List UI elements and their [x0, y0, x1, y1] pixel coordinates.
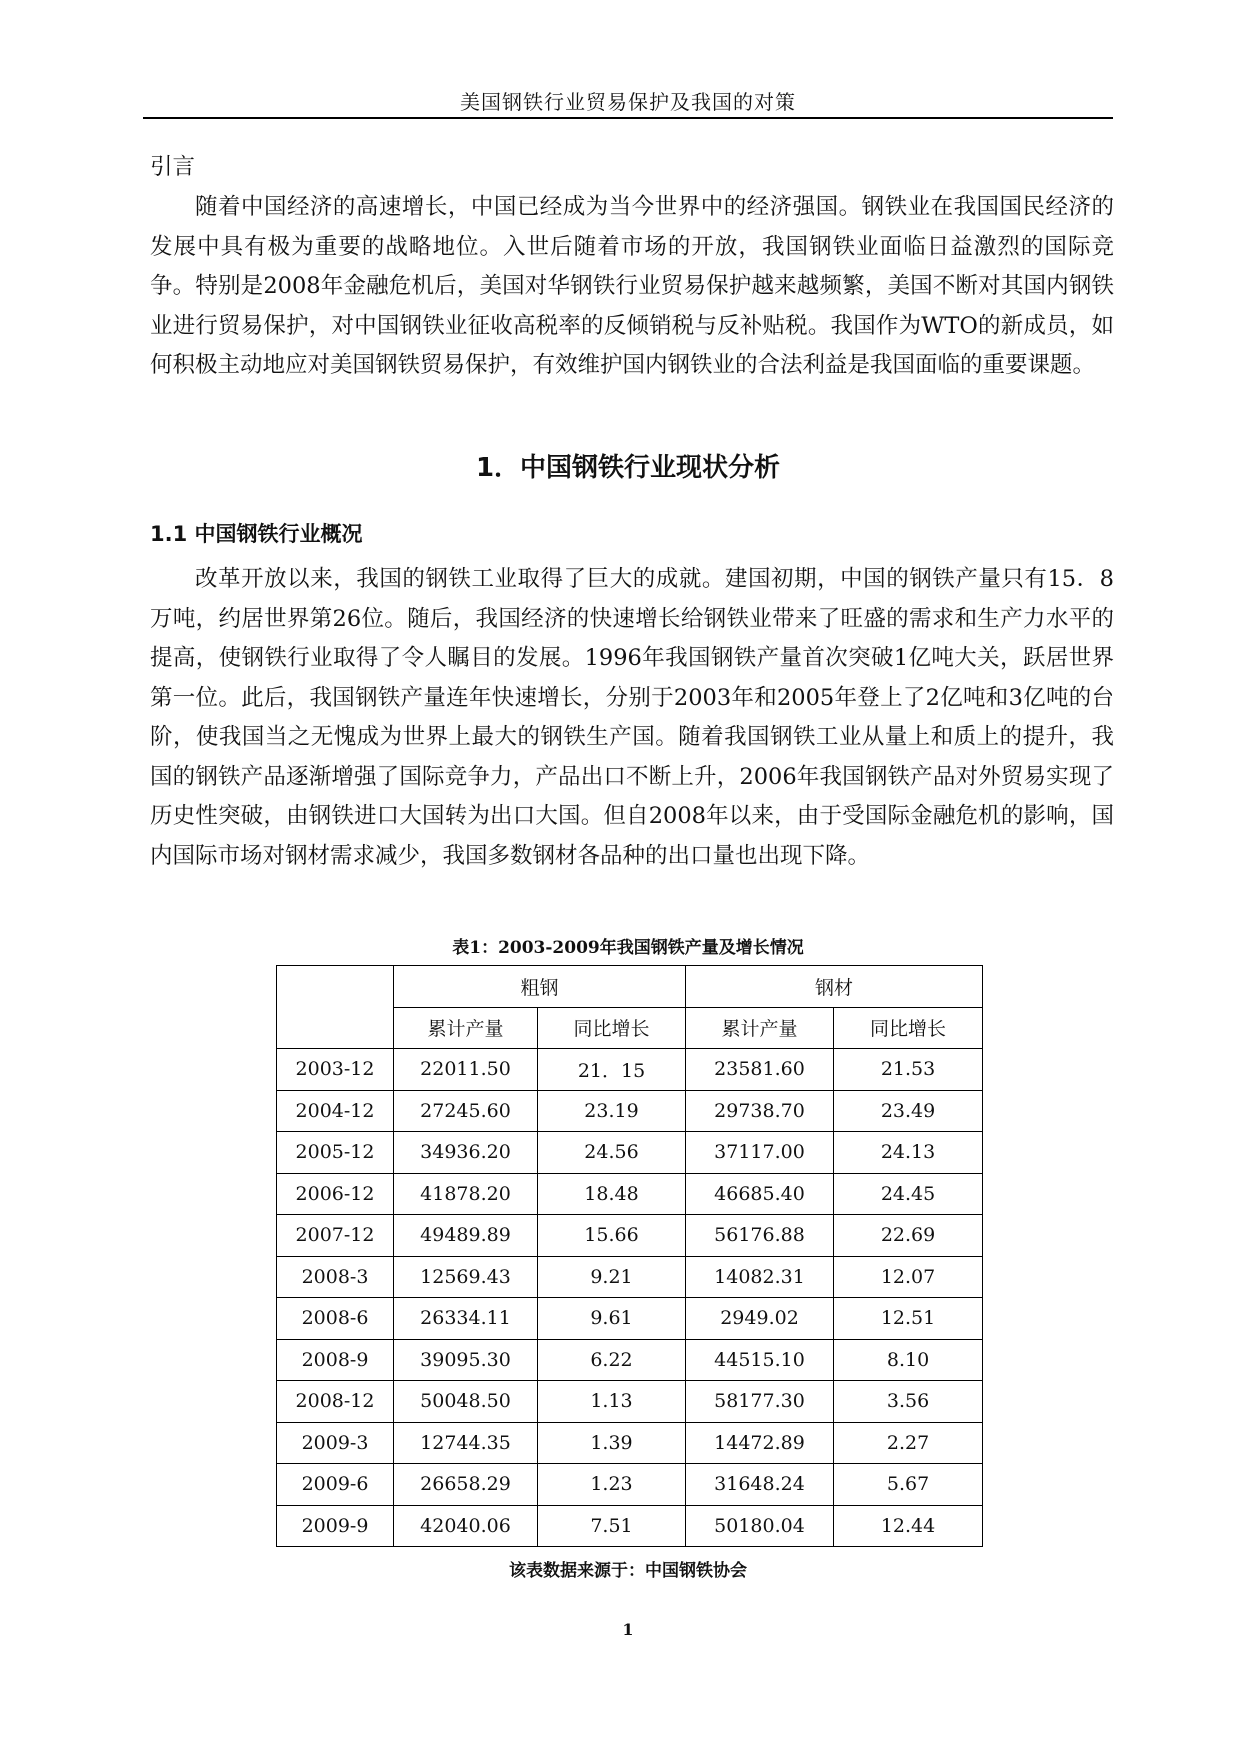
table-period-cell: 2008-9 — [277, 1339, 394, 1381]
table-value-cell: 27245.60 — [394, 1090, 538, 1132]
intro-label: 引言 — [150, 154, 196, 180]
table-value-cell: 8.10 — [834, 1339, 983, 1381]
table-value-cell: 6.22 — [538, 1339, 686, 1381]
table-row — [277, 1464, 983, 1506]
table-value-cell: 34936.20 — [394, 1132, 538, 1174]
table-row — [277, 1132, 983, 1174]
table-sub-header: 同比增长 — [834, 1007, 983, 1049]
table-value-cell: 9.61 — [538, 1298, 686, 1340]
table-row — [277, 1381, 983, 1423]
table-row — [277, 1339, 983, 1381]
steel-production-table — [276, 965, 983, 1547]
table-row — [277, 1049, 983, 1091]
table-value-cell: 26334.11 — [394, 1298, 538, 1340]
table-value-cell: 12.51 — [834, 1298, 983, 1340]
table-value-cell: 7.51 — [538, 1505, 686, 1547]
table-group-header: 粗钢 — [394, 966, 686, 1008]
table-period-cell: 2008-12 — [277, 1381, 394, 1423]
table-value-cell: 1.23 — [538, 1464, 686, 1506]
table-value-cell: 23.49 — [834, 1090, 983, 1132]
table-row — [277, 1215, 983, 1257]
table-period-cell: 2004-12 — [277, 1090, 394, 1132]
table-row — [277, 1173, 983, 1215]
table-value-cell: 24.56 — [538, 1132, 686, 1174]
table-row — [277, 1256, 983, 1298]
table-value-cell: 12744.35 — [394, 1422, 538, 1464]
table-row — [277, 1505, 983, 1547]
table-sub-header: 累计产量 — [394, 1007, 538, 1049]
table-sub-header: 同比增长 — [538, 1007, 686, 1049]
table-value-cell: 1.13 — [538, 1381, 686, 1423]
table-row — [277, 1090, 983, 1132]
table-value-cell: 46685.40 — [686, 1173, 834, 1215]
table-value-cell: 39095.30 — [394, 1339, 538, 1381]
table-period-cell: 2003-12 — [277, 1049, 394, 1091]
intro-paragraph: 随着中国经济的高速增长，中国已经成为当今世界中的经济强国。钢铁业在我国国民经济的发展中具有极为重要的战略地位。入世后随着市场的开放，我国钢铁业面临日益激烈的国际竞争。特别是2008年金融危机后，美国对华钢铁行业贸易保护越来越频繁，美国不断对其国内钢铁业进行贸易保护，对中国钢铁业征收高税率的反倾销税与反补贴税。我国作为WTO的新成员，如何积极主动地应对美国钢铁贸易保护，有效维护国内钢铁业的合法利益是我国面临的重要课题。 — [150, 194, 1114, 378]
table-value-cell: 14082.31 — [686, 1256, 834, 1298]
table-value-cell: 26658.29 — [394, 1464, 538, 1506]
table-value-cell: 1.39 — [538, 1422, 686, 1464]
running-header: 美国钢铁行业贸易保护及我国的对策 — [460, 90, 796, 114]
table-value-cell: 37117.00 — [686, 1132, 834, 1174]
table-value-cell: 50048.50 — [394, 1381, 538, 1423]
table-period-cell: 2009-3 — [277, 1422, 394, 1464]
table-value-cell: 23.19 — [538, 1090, 686, 1132]
table-value-cell: 22011.50 — [394, 1049, 538, 1091]
table-value-cell: 49489.89 — [394, 1215, 538, 1257]
table-value-cell: 21．15 — [538, 1049, 686, 1091]
table-value-cell: 29738.70 — [686, 1090, 834, 1132]
table-value-cell: 3.56 — [834, 1381, 983, 1423]
table-period-cell: 2008-3 — [277, 1256, 394, 1298]
table-value-cell: 2.27 — [834, 1422, 983, 1464]
table-value-cell: 5.67 — [834, 1464, 983, 1506]
intro-paragraph-block — [150, 188, 1114, 386]
subsection-title: 1.1 中国钢铁行业概况 — [150, 522, 363, 546]
table-corner-cell — [277, 966, 394, 1049]
section-title: 1．中国钢铁行业现状分析 — [475, 453, 781, 483]
table-value-cell: 42040.06 — [394, 1505, 538, 1547]
table-value-cell: 23581.60 — [686, 1049, 834, 1091]
table-value-cell: 24.45 — [834, 1173, 983, 1215]
table-value-cell: 18.48 — [538, 1173, 686, 1215]
table-period-cell: 2005-12 — [277, 1132, 394, 1174]
table-value-cell: 12.44 — [834, 1505, 983, 1547]
table-value-cell: 12569.43 — [394, 1256, 538, 1298]
table-row — [277, 1298, 983, 1340]
overview-paragraph-block — [150, 560, 1114, 876]
table-row — [277, 1422, 983, 1464]
table-group-header-row — [277, 966, 983, 1008]
overview-paragraph: 改革开放以来，我国的钢铁工业取得了巨大的成就。建国初期，中国的钢铁产量只有15．8万吨，约居世界第26位。随后，我国经济的快速增长给钢铁业带来了旺盛的需求和生产力水平的提高，使钢铁行业取得了令人瞩目的发展。1996年我国钢铁产量首次突破1亿吨大关，跃居世界第一位。此后，我国钢铁产量连年快速增长，分别于2003年和2005年登上了2亿吨和3亿吨的台阶，使我国当之无愧成为世界上最大的钢铁生产国。随着我国钢铁工业从量上和质上的提升，我国的钢铁产品逐渐增强了国际竞争力，产品出口不断上升，2006年我国钢铁产品对外贸易实现了历史性突破，由钢铁进口大国转为出口大国。但自2008年以来，由于受国际金融危机的影响，国内国际市场对钢材需求减少，我国多数钢材各品种的出口量也出现下降。 — [150, 566, 1114, 869]
table-value-cell: 14472.89 — [686, 1422, 834, 1464]
table-value-cell: 50180.04 — [686, 1505, 834, 1547]
table-period-cell: 2006-12 — [277, 1173, 394, 1215]
table-value-cell: 12.07 — [834, 1256, 983, 1298]
table-value-cell: 56176.88 — [686, 1215, 834, 1257]
table-period-cell: 2009-9 — [277, 1505, 394, 1547]
table-period-cell: 2008-6 — [277, 1298, 394, 1340]
table-caption: 表1：2003-2009年我国钢铁产量及增长情况 — [452, 938, 804, 958]
table-value-cell: 15.66 — [538, 1215, 686, 1257]
header-rule — [143, 117, 1113, 119]
table-value-cell: 22.69 — [834, 1215, 983, 1257]
table-value-cell: 58177.30 — [686, 1381, 834, 1423]
table-value-cell: 2949.02 — [686, 1298, 834, 1340]
table-period-cell: 2009-6 — [277, 1464, 394, 1506]
table-value-cell: 9.21 — [538, 1256, 686, 1298]
table-value-cell: 24.13 — [834, 1132, 983, 1174]
table-period-cell: 2007-12 — [277, 1215, 394, 1257]
table-group-header: 钢材 — [686, 966, 983, 1008]
table-sub-header: 累计产量 — [686, 1007, 834, 1049]
page-number: 1 — [622, 1620, 634, 1639]
table-value-cell: 21.53 — [834, 1049, 983, 1091]
table-value-cell: 41878.20 — [394, 1173, 538, 1215]
table-value-cell: 44515.10 — [686, 1339, 834, 1381]
table-value-cell: 31648.24 — [686, 1464, 834, 1506]
table-source-note: 该表数据来源于：中国钢铁协会 — [509, 1561, 747, 1581]
